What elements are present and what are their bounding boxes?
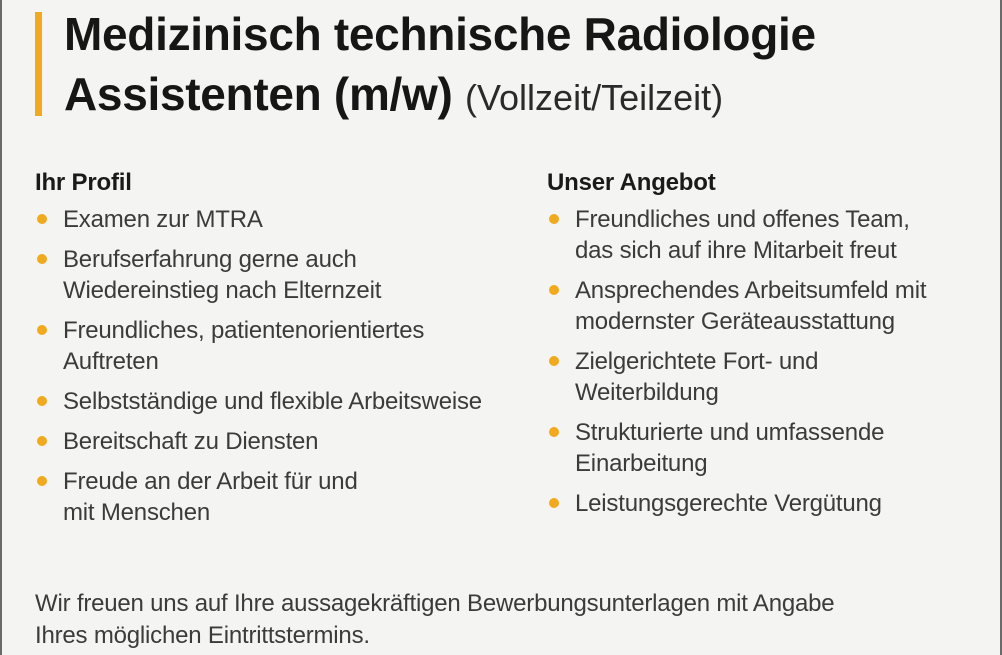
item-line-1: Leistungsgerechte Vergütung xyxy=(575,490,882,517)
list-item xyxy=(547,488,987,519)
bullet-dot-icon xyxy=(549,427,559,437)
bullet-dot-icon xyxy=(549,214,559,224)
page-title xyxy=(64,4,816,128)
bullet-dot-icon xyxy=(37,476,47,486)
item-line-2: modernster Geräteausstattung xyxy=(575,308,895,335)
angebot-list xyxy=(547,204,987,519)
bullet-dot-icon xyxy=(549,356,559,366)
list-item xyxy=(35,466,515,528)
angebot-heading: Unser Angebot xyxy=(547,169,716,196)
closing-line-1: Wir freuen uns auf Ihre aussagekräftigen Bewerbungsunterlagen mit Angabe xyxy=(35,590,835,617)
list-item xyxy=(35,204,515,235)
item-line-2: Weiterbildung xyxy=(575,379,719,406)
list-item xyxy=(547,275,987,337)
list-item xyxy=(35,315,515,377)
profil-heading: Ihr Profil xyxy=(35,169,132,196)
profil-list xyxy=(35,204,515,528)
item-line-2: Auftreten xyxy=(63,348,159,375)
list-item xyxy=(35,386,515,417)
bullet-dot-icon xyxy=(37,325,47,335)
bullet-dot-icon xyxy=(37,396,47,406)
item-line-2: Einarbeitung xyxy=(575,450,708,477)
bullet-dot-icon xyxy=(549,498,559,508)
list-item xyxy=(547,417,987,479)
closing-line-2: Ihres möglichen Eintrittstermins. xyxy=(35,622,370,649)
item-line-1: Ansprechendes Arbeitsumfeld mit xyxy=(575,277,927,304)
item-line-1: Selbstständige und flexible Arbeitsweise xyxy=(63,388,482,415)
item-line-1: Berufserfahrung gerne auch xyxy=(63,246,357,273)
angebot-section xyxy=(547,166,987,528)
list-item xyxy=(35,426,515,457)
item-line-2: mit Menschen xyxy=(63,499,210,526)
item-line-1: Freundliches, patientenorientiertes xyxy=(63,317,425,344)
list-item xyxy=(35,244,515,306)
item-line-1: Zielgerichtete Fort- und xyxy=(575,348,819,375)
item-line-1: Freundliches und offenes Team, xyxy=(575,206,910,233)
item-line-2: Wiedereinstieg nach Elternzeit xyxy=(63,277,382,304)
bullet-dot-icon xyxy=(37,436,47,446)
accent-bar xyxy=(35,12,42,116)
list-item xyxy=(547,346,987,408)
closing-text xyxy=(35,588,935,652)
bullet-dot-icon xyxy=(37,214,47,224)
bullet-dot-icon xyxy=(549,285,559,295)
list-item xyxy=(547,204,987,266)
item-line-2: das sich auf ihre Mitarbeit freut xyxy=(575,237,897,264)
subtitle: (Vollzeit/Teilzeit) xyxy=(465,77,724,118)
item-line-1: Examen zur MTRA xyxy=(63,206,263,233)
title-line-2: Assistenten (m/w) xyxy=(64,68,453,120)
item-line-1: Freude an der Arbeit für und xyxy=(63,468,358,495)
profil-section xyxy=(35,166,515,537)
bullet-dot-icon xyxy=(37,254,47,264)
item-line-1: Bereitschaft zu Diensten xyxy=(63,428,319,455)
item-line-1: Strukturierte und umfassende xyxy=(575,419,885,446)
title-line-1: Medizinisch technische Radiologie xyxy=(64,8,816,60)
